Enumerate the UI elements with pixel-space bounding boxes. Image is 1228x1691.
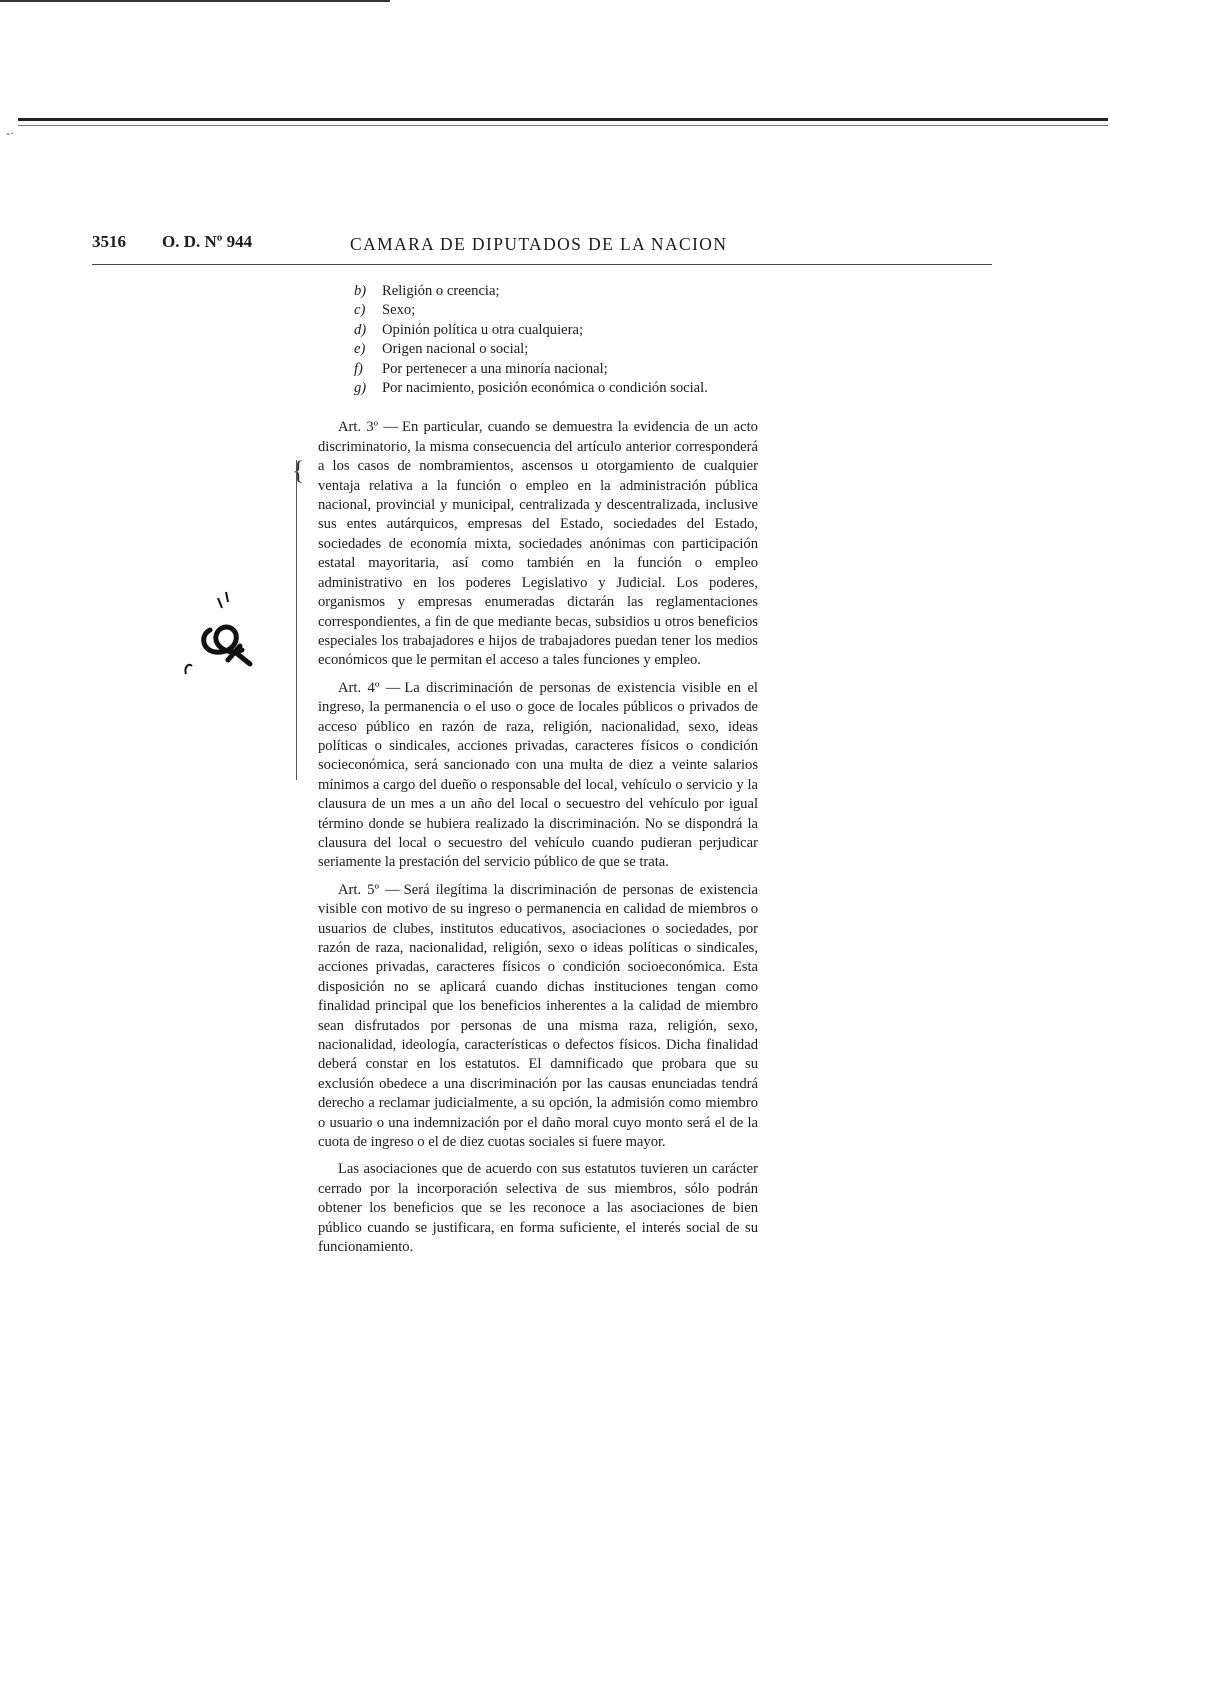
- list-text: Religión o creencia;: [382, 283, 500, 299]
- running-title: CAMARA DE DIPUTADOS DE LA NACION: [350, 234, 728, 254]
- scan-edge-line: [0, 0, 390, 2]
- article-text: La discriminación de personas de existencia visible en el ingreso, la permanencia o el uso o goce de locales públicos o privados de acceso público en razón de raza, religión, nacionalidad, sexo, ideas políticas o sindicales, acciones privadas, caracteres físicos o condición socieconómica, será sancionado con una multa de diez a veinte salarios mínimos a cargo del dueño o responsable del local, vehículo o servicio y la clausura de un mes a un año del local o secuestro del vehículo por igual término donde se hubiera realizado la discriminación. No se dispondrá la clausura del local o secuestro del vehículo cuando pudieran perjudicar seriamente la prestación del servicio público de que se trata.: [318, 679, 758, 871]
- list-letter: d): [354, 321, 367, 338]
- list-letter: g): [354, 380, 367, 397]
- list-item: [318, 379, 758, 398]
- order-of-day-number: O. D. Nº 944: [162, 232, 253, 251]
- page-number: 3516: [92, 232, 126, 251]
- page-header: [0, 232, 1228, 262]
- article-5: [318, 881, 758, 1153]
- article-text: Será ilegítima la discriminación de personas de existencia visible con motivo de su ingreso o permanencia en calidad de miembros o usuarios de clubes, institutos educativos, asociaciones o sociedades, por razón de raza, nacionalidad, religión, sexo o ideas políticas o sindicales, acciones privadas, caracteres físicos o condición socioeconómica. Esta disposición no se aplicará cuando dichas instituciones tengan como finalidad principal que los beneficios inherentes a la calidad de miembro sean disfrutados por personas de una misma raza, religión, sexo, nacionalidad, ideología, características o defectos físicos. Dicha finalidad deberá constar en los estatutos. El damnificado que probara que su exclusión obedece a una discriminación por las causas enunciadas tendrá derecho a reclamar judicialmente, a su opción, la admisión como miembro o usuario o una indemnización por el daño moral cuyo monto será el de la cuota de ingreso o el de diez cuotas sociales si fuere mayor.: [318, 881, 758, 1151]
- header-rule: [92, 264, 992, 265]
- article-3: [318, 418, 758, 670]
- scan-edge-mark: -·: [6, 126, 14, 140]
- margin-bracket: [296, 460, 303, 780]
- margin-bracket-curl: {: [292, 456, 305, 485]
- article-heading: Art. 5º —: [338, 881, 400, 898]
- closing-paragraph: Las asociaciones que de acuerdo con sus estatutos tuvieren un carácter cerrado por la incorporación selectiva de sus miembros, sólo podrán obtener los beneficios que se les reconoce a las asociaciones de bien público cuando se justificara, en forma suficiente, el interés social de su funcionamiento.: [318, 1161, 758, 1256]
- list-item: [318, 282, 758, 301]
- list-item: [318, 301, 758, 320]
- list-item: [318, 340, 758, 359]
- list-text: Por pertenecer a una minoría nacional;: [382, 360, 608, 377]
- list-text: Por nacimiento, posición económica o condición social.: [382, 380, 708, 397]
- list-text: Opinión política u otra cualquiera;: [382, 321, 584, 338]
- list-text: Origen nacional o social;: [382, 341, 529, 358]
- text-column: [318, 282, 758, 1258]
- article-heading: Art. 4º —: [338, 679, 401, 696]
- list-letter: b): [354, 283, 367, 299]
- list-item: [318, 360, 758, 379]
- list-letter: c): [354, 302, 366, 319]
- handwritten-mark: [180, 590, 270, 700]
- list-letter: f): [354, 360, 363, 377]
- list-item: [318, 321, 758, 340]
- article-heading: Art. 3º —: [338, 419, 399, 436]
- article-text: En particular, cuando se demuestra la evidencia de un acto discriminatorio, la misma consecuencia del artículo anterior corresponderá a los casos de nombramientos, ascensos u otorgamiento de cualquier ventaja relativa a la función o empleo en la administración pública nacional, provincial y municipal, centralizada y descentralizada, inclusive sus entes autárquicos, empresas del Estado, sociedades del Estado, sociedades de economía mixta, sociedades anónimas con participación estatal mayoritaria, así como también en la función o empleo administrativo en los poderes Legislativo y Judicial. Los poderes, organismos y empresas enumeradas dictarán las reglamentaciones correspondientes, a fin de que mediante becas, subsidios u otros beneficios especiales los trabajadores e hijos de trabajadores puedan tener los medios económicos que le permitan el acceso a tales funciones y empleo.: [318, 419, 758, 669]
- top-rule: [18, 118, 1108, 121]
- top-rule-thin: [18, 125, 1108, 126]
- article-4: [318, 679, 758, 873]
- list-letter: e): [354, 341, 366, 358]
- list-text: Sexo;: [382, 302, 416, 319]
